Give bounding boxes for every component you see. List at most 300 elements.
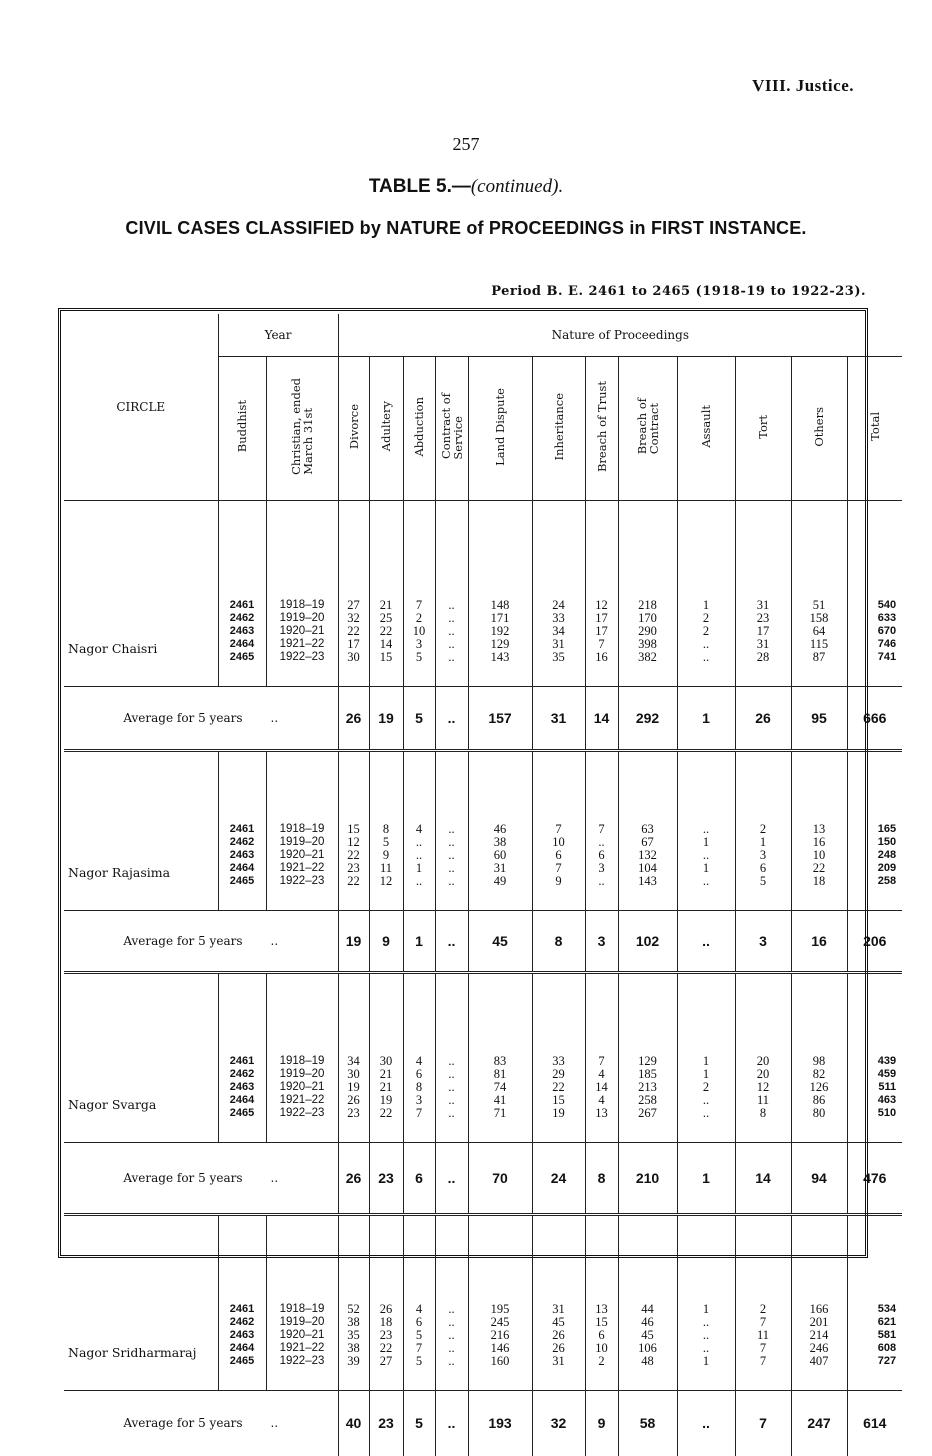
cell-value: 5	[759, 873, 767, 888]
cell-value: 1922–23	[279, 1106, 325, 1119]
cell-value: 2462	[229, 835, 255, 848]
cell-value: 15	[379, 649, 393, 664]
average-value: ..	[435, 686, 468, 750]
average-label-dots: ..	[270, 710, 279, 725]
cell-value: 34	[552, 623, 565, 638]
cell-value: 7	[759, 1340, 767, 1355]
cell-buddhist	[218, 972, 266, 1142]
cell-value: 22	[379, 1340, 393, 1355]
average-label-text: Average for 5 years	[123, 1416, 243, 1431]
cell-value: 18	[812, 873, 826, 888]
cell-value: 30	[347, 649, 360, 664]
cell-value: 1918–19	[279, 598, 325, 611]
cell-tort	[735, 972, 791, 1142]
cell-tort	[735, 500, 791, 686]
cell-divorce	[338, 750, 369, 910]
cell-others	[791, 500, 847, 686]
cell-total	[847, 750, 902, 910]
cell-value: 16	[595, 649, 608, 664]
average-value: 3	[735, 910, 791, 972]
cell-value: ..	[448, 1053, 455, 1068]
cell-value: 63	[641, 821, 654, 836]
cell-value: 15	[595, 1314, 608, 1329]
average-label-text: Average for 5 years	[123, 1170, 243, 1185]
average-label	[64, 686, 338, 750]
cell-value: 7	[555, 860, 562, 875]
col-abduction: Abduction	[403, 356, 435, 500]
cell-value: 20	[756, 1053, 770, 1068]
average-value: 14	[585, 686, 618, 750]
cell-value: 4	[598, 1092, 605, 1107]
col-land-dispute: Land Dispute	[468, 356, 532, 500]
cell-value: 1918–19	[279, 1302, 325, 1315]
cell-value: 8	[759, 1105, 767, 1120]
cell-value: 17	[595, 610, 608, 625]
cell-value: ..	[448, 1327, 455, 1342]
cell-assault	[677, 972, 735, 1142]
cell-value: 28	[756, 649, 770, 664]
cell-value: 1922–23	[279, 1354, 325, 1367]
cell-value: ..	[702, 1314, 710, 1329]
cell-value: 5	[415, 1353, 423, 1368]
cell-value: 7	[759, 1353, 767, 1368]
cell-value: 18	[379, 1314, 393, 1329]
average-value: ..	[677, 1390, 735, 1456]
cell-value: ..	[448, 636, 455, 651]
cell-value: 22	[347, 623, 360, 638]
cell-breach-contract	[618, 750, 677, 910]
cell-value: 6	[555, 847, 562, 862]
average-value: 70	[468, 1142, 532, 1214]
cell-value: 22	[379, 1105, 393, 1120]
cell-value: 158	[809, 610, 829, 625]
cell-value: 510	[877, 1106, 897, 1119]
cell-adultery	[369, 500, 403, 686]
cell-value: 13	[595, 1105, 608, 1120]
cell-value: 23	[756, 610, 770, 625]
cell-value: 1922–23	[279, 874, 325, 887]
cell-value: 22	[552, 1079, 565, 1094]
average-value: 8	[532, 910, 585, 972]
cell-value: 439	[877, 1054, 897, 1067]
cell-value: 31	[493, 860, 507, 875]
cell-land-dispute	[468, 500, 532, 686]
cell-land-dispute	[468, 972, 532, 1142]
cell-value: 143	[490, 649, 510, 664]
cell-value: 143	[638, 873, 657, 888]
circle-name: Nagor Sridharmaraj	[64, 1214, 218, 1390]
cell-contract	[435, 1214, 468, 1390]
cell-value: 3	[598, 860, 605, 875]
cell-value: 34	[347, 1053, 360, 1068]
average-value: 666	[847, 686, 902, 750]
average-label-dots: ..	[270, 933, 279, 948]
cell-value: 27	[379, 1353, 393, 1368]
cell-value: 2	[759, 1301, 767, 1316]
cell-buddhist	[218, 750, 266, 910]
cell-value: 166	[809, 1301, 829, 1316]
cell-value: 21	[379, 1079, 393, 1094]
average-value: 247	[791, 1390, 847, 1456]
cell-value: 214	[809, 1327, 829, 1342]
average-label-dots: ..	[270, 1416, 279, 1431]
cell-value: ..	[448, 1340, 455, 1355]
cell-buddhist	[218, 500, 266, 686]
cell-value: 1918–19	[279, 1054, 325, 1067]
cell-total	[847, 1214, 902, 1390]
cell-value: ..	[702, 1105, 710, 1120]
col-inheritance: Inheritance	[532, 356, 585, 500]
cell-value: 258	[638, 1092, 657, 1107]
average-value: 9	[369, 910, 403, 972]
cell-value: 17	[595, 623, 608, 638]
table-label	[0, 176, 932, 198]
cell-value: 2461	[229, 598, 255, 611]
cell-others	[791, 1214, 847, 1390]
cell-value: 13	[812, 821, 826, 836]
cell-value: ..	[448, 873, 455, 888]
cell-value: 14	[595, 1079, 608, 1094]
cell-value: 11	[756, 1092, 770, 1107]
average-value: 193	[468, 1390, 532, 1456]
cell-others	[791, 972, 847, 1142]
cell-value: 2464	[229, 1341, 255, 1354]
period-line: Period B. E. 2461 to 2465 (1918-19 to 1922-23).	[491, 284, 866, 299]
cell-value: 14	[379, 636, 393, 651]
cell-value: 7	[415, 597, 423, 612]
cell-value: 21	[379, 1066, 393, 1081]
cell-value: 4	[598, 1066, 605, 1081]
cell-value: 4	[415, 821, 423, 836]
cell-value: 727	[877, 1354, 897, 1367]
cell-land-dispute	[468, 750, 532, 910]
cell-value: 267	[638, 1105, 657, 1120]
cell-value: ..	[448, 623, 455, 638]
cell-value: 2463	[229, 1080, 255, 1093]
cell-value: ..	[702, 821, 710, 836]
cell-value: 7	[415, 1105, 423, 1120]
cell-value: ..	[702, 873, 710, 888]
cell-value: 146	[490, 1340, 510, 1355]
cell-value: 2464	[229, 637, 255, 650]
cell-breach-trust	[585, 972, 618, 1142]
cell-value: ..	[702, 636, 710, 651]
cell-value: 2463	[229, 624, 255, 637]
cell-value: 165	[877, 822, 897, 835]
cell-value: 209	[877, 861, 897, 874]
average-value: 23	[369, 1390, 403, 1456]
cell-adultery	[369, 972, 403, 1142]
cell-value: ..	[448, 1066, 455, 1081]
cell-value: 1919–20	[279, 1067, 325, 1080]
cell-value: 608	[877, 1341, 897, 1354]
cell-value: 106	[638, 1340, 657, 1355]
cell-value: 17	[756, 623, 770, 638]
cell-value: 8	[382, 821, 390, 836]
average-row	[64, 1142, 902, 1214]
cell-value: ..	[702, 649, 710, 664]
cell-value: 1921–22	[279, 1093, 325, 1106]
cell-value: ..	[415, 847, 423, 862]
circle-header: CIRCLE	[64, 314, 218, 500]
cell-breach-contract	[618, 1214, 677, 1390]
cell-value: 1	[702, 597, 710, 612]
cell-value: ..	[448, 1353, 455, 1368]
cell-value: 2461	[229, 1302, 255, 1315]
cell-value: 2463	[229, 848, 255, 861]
average-label	[64, 910, 338, 972]
cell-value: 19	[379, 1092, 393, 1107]
average-value: 8	[585, 1142, 618, 1214]
cell-value: ..	[702, 1327, 710, 1342]
cell-christian	[266, 750, 338, 910]
cell-value: 46	[493, 821, 507, 836]
circle-name: Nagor Rajasima	[64, 750, 218, 910]
average-value: 14	[735, 1142, 791, 1214]
cell-value: 7	[555, 821, 562, 836]
cell-value: 2461	[229, 1054, 255, 1067]
cell-value: 38	[347, 1340, 360, 1355]
cell-value: 45	[552, 1314, 565, 1329]
average-value: 5	[403, 686, 435, 750]
cell-value: 3	[415, 1092, 423, 1107]
year-group-header: Year	[218, 314, 338, 356]
cell-value: 67	[641, 834, 654, 849]
cell-value: 171	[490, 610, 510, 625]
cell-value: 1	[415, 860, 423, 875]
col-total: Total	[847, 356, 902, 500]
cell-value: 2	[598, 1353, 605, 1368]
page-number: 257	[452, 134, 480, 154]
table-number: TABLE 5.—	[368, 176, 471, 197]
circle-name: Nagor Chaisri	[64, 500, 218, 686]
average-value: 19	[369, 686, 403, 750]
cell-adultery	[369, 750, 403, 910]
col-buddhist: Buddhist	[218, 356, 266, 500]
cell-value: 6	[415, 1066, 423, 1081]
cell-value: 1	[702, 1066, 710, 1081]
average-value: 157	[468, 686, 532, 750]
average-label	[64, 1390, 338, 1456]
cell-value: 26	[347, 1092, 360, 1107]
cell-value: 1	[702, 1301, 710, 1316]
cell-value: 1919–20	[279, 835, 325, 848]
cell-value: 23	[347, 860, 360, 875]
average-value: 23	[369, 1142, 403, 1214]
col-contract-of-service: Contract ofService	[435, 356, 468, 500]
cell-inheritance	[532, 500, 585, 686]
cell-value: 5	[382, 834, 390, 849]
average-value: 102	[618, 910, 677, 972]
average-value: 7	[735, 1390, 791, 1456]
table-body	[64, 500, 902, 1456]
cell-contract	[435, 750, 468, 910]
cell-christian	[266, 1214, 338, 1390]
cell-value: 31	[552, 636, 565, 651]
cell-value: 1	[702, 860, 710, 875]
cell-breach-contract	[618, 972, 677, 1142]
cell-value: 213	[638, 1079, 657, 1094]
cell-value: ..	[448, 821, 455, 836]
cell-inheritance	[532, 972, 585, 1142]
cell-value: 633	[877, 611, 897, 624]
cell-value: 115	[809, 636, 829, 651]
cell-value: 26	[379, 1301, 393, 1316]
cell-value: 27	[347, 597, 360, 612]
cell-value: ..	[448, 610, 455, 625]
average-row	[64, 1390, 902, 1456]
cell-value: 741	[877, 650, 897, 663]
cell-value: 1	[702, 1053, 710, 1068]
cell-value: 16	[812, 834, 826, 849]
cell-value: 11	[756, 1327, 770, 1342]
cell-value: 33	[552, 610, 565, 625]
cell-value: 290	[638, 623, 657, 638]
cell-contract	[435, 500, 468, 686]
cell-value: 3	[415, 636, 423, 651]
cell-value: 4	[415, 1301, 423, 1316]
cell-value: 35	[347, 1327, 360, 1342]
cell-value: 10	[552, 834, 565, 849]
average-row	[64, 910, 902, 972]
cell-divorce	[338, 500, 369, 686]
average-value: ..	[435, 910, 468, 972]
cell-divorce	[338, 1214, 369, 1390]
average-label	[64, 1142, 338, 1214]
cell-value: 9	[555, 873, 562, 888]
cell-value: 1918–19	[279, 822, 325, 835]
cell-value: 511	[878, 1080, 897, 1093]
cell-value: 534	[877, 1302, 897, 1315]
cell-value: 13	[595, 1301, 608, 1316]
cell-breach-trust	[585, 750, 618, 910]
cell-assault	[677, 500, 735, 686]
average-value: 614	[847, 1390, 902, 1456]
cell-value: 98	[812, 1053, 826, 1068]
cell-value: 23	[347, 1105, 360, 1120]
cell-value: 248	[877, 848, 897, 861]
cell-breach-trust	[585, 500, 618, 686]
cell-value: 6	[759, 860, 767, 875]
cell-abduction	[403, 1214, 435, 1390]
col-tort: Tort	[735, 356, 791, 500]
cell-value: 82	[812, 1066, 826, 1081]
cell-value: 185	[638, 1066, 657, 1081]
cell-value: 33	[552, 1053, 565, 1068]
average-value: 210	[618, 1142, 677, 1214]
col-breach-of-contract: Breach ofContract	[618, 356, 677, 500]
cell-value: 104	[638, 860, 657, 875]
cell-value: 19	[347, 1079, 360, 1094]
cell-adultery	[369, 1214, 403, 1390]
cell-value: 12	[595, 597, 608, 612]
average-value: 24	[532, 1142, 585, 1214]
table-title: CIVIL CASES CLASSIFIED by NATURE of PROCEEDINGS in FIRST INSTANCE.	[125, 218, 807, 238]
average-value: 32	[532, 1390, 585, 1456]
cell-value: 2463	[229, 1328, 255, 1341]
cell-value: 26	[552, 1327, 565, 1342]
cell-value: 2	[415, 610, 423, 625]
average-value: 1	[677, 686, 735, 750]
cell-divorce	[338, 972, 369, 1142]
average-value: 26	[338, 1142, 369, 1214]
cell-value: 2465	[229, 874, 255, 887]
cell-value: 2	[702, 610, 710, 625]
cell-value: 1920–21	[279, 624, 325, 637]
cell-value: 150	[877, 835, 897, 848]
cell-value: 2462	[229, 1315, 255, 1328]
average-value: 19	[338, 910, 369, 972]
cell-value: 1919–20	[279, 1315, 325, 1328]
cell-value: 2465	[229, 650, 255, 663]
cell-value: 398	[638, 636, 657, 651]
cell-value: 12	[347, 834, 360, 849]
circle-name: Nagor Svarga	[64, 972, 218, 1142]
cell-land-dispute	[468, 1214, 532, 1390]
cell-value: 24	[552, 597, 565, 612]
cell-value: 2462	[229, 1067, 255, 1080]
cell-breach-trust	[585, 1214, 618, 1390]
cell-value: 192	[490, 623, 510, 638]
circle-data-row	[64, 1214, 902, 1390]
nature-group-header: Nature of Proceedings	[338, 314, 902, 356]
cell-value: 1921–22	[279, 861, 325, 874]
cell-value: 86	[812, 1092, 826, 1107]
average-value: ..	[435, 1390, 468, 1456]
cell-value: 6	[598, 1327, 605, 1342]
cell-value: 35	[552, 649, 565, 664]
cell-value: ..	[448, 1092, 455, 1107]
average-value: 206	[847, 910, 902, 972]
cell-value: 15	[552, 1092, 565, 1107]
cell-value: 31	[552, 1353, 565, 1368]
cell-abduction	[403, 972, 435, 1142]
average-value: 31	[532, 686, 585, 750]
cell-value: 2465	[229, 1106, 255, 1119]
cell-value: 2464	[229, 1093, 255, 1106]
cell-value: 39	[347, 1353, 360, 1368]
cell-value: 31	[552, 1301, 565, 1316]
cell-value: 87	[812, 649, 826, 664]
average-value: 58	[618, 1390, 677, 1456]
cell-value: 129	[638, 1053, 657, 1068]
cell-value: ..	[415, 834, 423, 849]
cell-value: 5	[415, 649, 423, 664]
col-divorce: Divorce	[338, 356, 369, 500]
cell-value: 1	[702, 1353, 710, 1368]
cell-value: 12	[756, 1079, 770, 1094]
cell-value: ..	[448, 860, 455, 875]
cell-value: 60	[493, 847, 507, 862]
cell-value: ..	[448, 597, 455, 612]
cell-value: 1	[759, 834, 767, 849]
cell-value: 246	[809, 1340, 829, 1355]
average-value: 1	[677, 1142, 735, 1214]
cell-value: 41	[493, 1092, 507, 1107]
cell-tort	[735, 750, 791, 910]
col-breach-of-trust: Breach of Trust	[585, 356, 618, 500]
cell-value: 22	[347, 873, 360, 888]
cell-value: ..	[448, 1079, 455, 1094]
cell-buddhist	[218, 1214, 266, 1390]
col-adultery: Adultery	[369, 356, 403, 500]
cell-value: 621	[877, 1315, 897, 1328]
average-label-text: Average for 5 years	[123, 710, 243, 725]
cell-others	[791, 750, 847, 910]
cell-value: 170	[638, 610, 657, 625]
cell-assault	[677, 750, 735, 910]
cell-value: 1	[702, 834, 710, 849]
